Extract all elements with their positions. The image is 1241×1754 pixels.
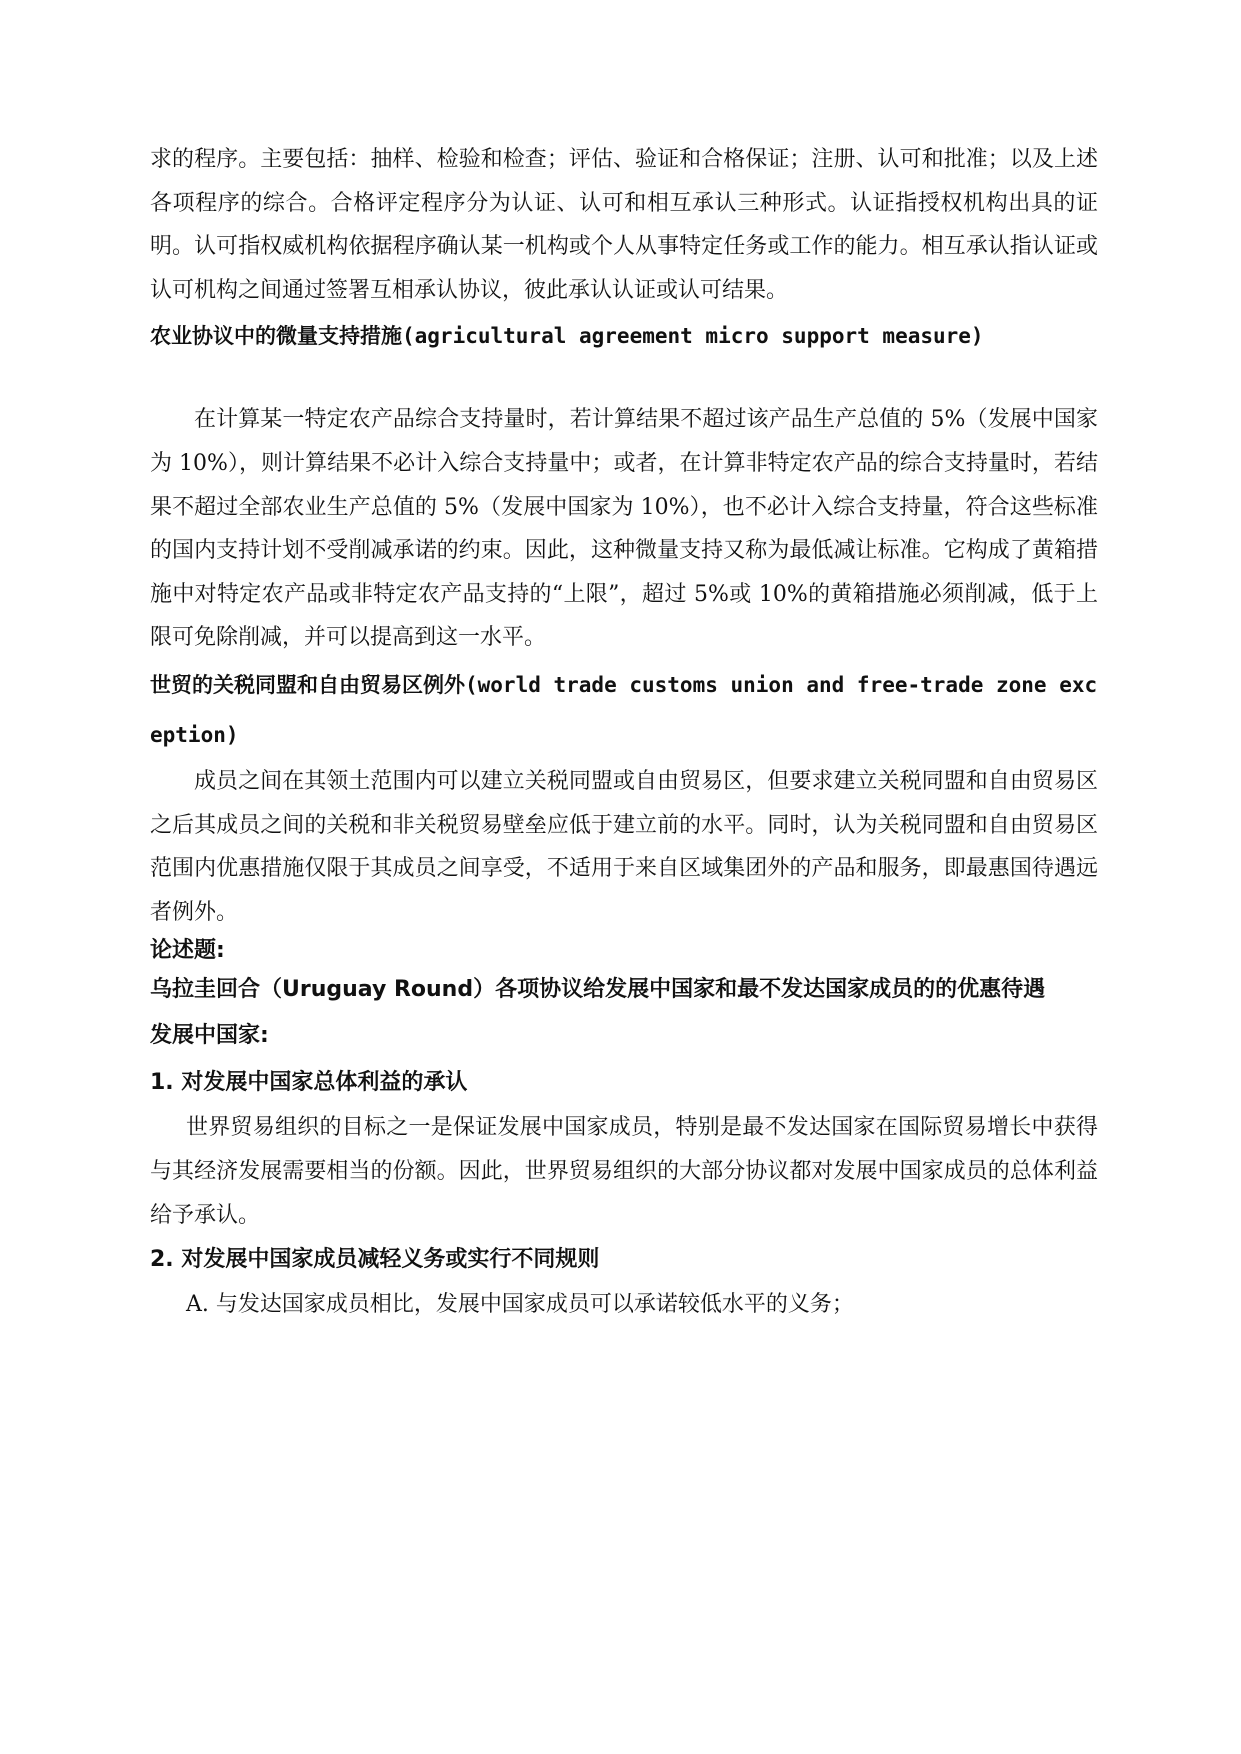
developing-label: 发展中国家:: [150, 1023, 269, 1049]
section1-paragraph: 世界贸易组织的目标之一是保证发展中国家成员，特别是最不发达国家在国际贸易增长中获得与其经济发展需要相当的份额。因此，世界贸易组织的大部分协议都对发展中国家成员的总体利益给予承认。: [150, 1115, 1098, 1228]
section2-title: 2. 对发展中国家成员减轻义务或实行不同规则: [150, 1247, 600, 1273]
section1-title: 1. 对发展中国家总体利益的承认: [150, 1070, 468, 1096]
heading-uruguay: 乌拉圭回合（Uruguay Round）各项协议给发展中国家和最不发达国家成员的的优惠待遇: [150, 977, 1046, 1003]
heading-micro-support: 农业协议中的微量支持措施(agricultural agreement micro support measure): [150, 324, 984, 349]
item-a: A. 与发达国家成员相比，发展中国家成员可以承诺较低水平的义务；: [186, 1292, 854, 1318]
document-page: [150, 138, 1098, 1327]
essay-label: 论述题:: [150, 938, 225, 964]
micro-support-paragraph: 在计算某一特定农产品综合支持量时，若计算结果不超过该产品生产总值的 5%（发展中国家为 10%），则计算结果不必计入综合支持量中；或者，在计算非特定农产品的综合支持量时，若结果不超过全部农业生产总值的 5%（发展中国家为 10%），也不必计入综合支持量，符合这些标准的国内支持计划不受削减承诺的约束。因此，这种微量支持又称为最低减让标准。它构成了黄箱措施中对特定农产品或非特定农产品支持的“上限”，超过 5%或 10%的黄箱措施必须削减，低于上限可免除削减，并可以提高到这一水平。: [150, 407, 1098, 651]
heading-customs-union: 世贸的关税同盟和自由贸易区例外(world trade customs union and free-trade zone exception): [150, 672, 1098, 747]
conformity-paragraph: 求的程序。主要包括：抽样、检验和检查；评估、验证和合格保证；注册、认可和批准；以及上述各项程序的综合。合格评定程序分为认证、认可和相互承认三种形式。认证指授权机构出具的证明。认可指权威机构依据程序确认某一机构或个人从事特定任务或工作的能力。相互承认指认证或认可机构之间通过签署互相承认协议，彼此承认认证或认可结果。: [150, 147, 1098, 303]
customs-union-paragraph: 成员之间在其领土范围内可以建立关税同盟或自由贸易区，但要求建立关税同盟和自由贸易区之后其成员之间的关税和非关税贸易壁垒应低于建立前的水平。同时，认为关税同盟和自由贸易区范围内优惠措施仅限于其成员之间享受，不适用于来自区域集团外的产品和服务，即最惠国待遇远者例外。: [150, 768, 1098, 925]
spacer: [150, 360, 1098, 398]
